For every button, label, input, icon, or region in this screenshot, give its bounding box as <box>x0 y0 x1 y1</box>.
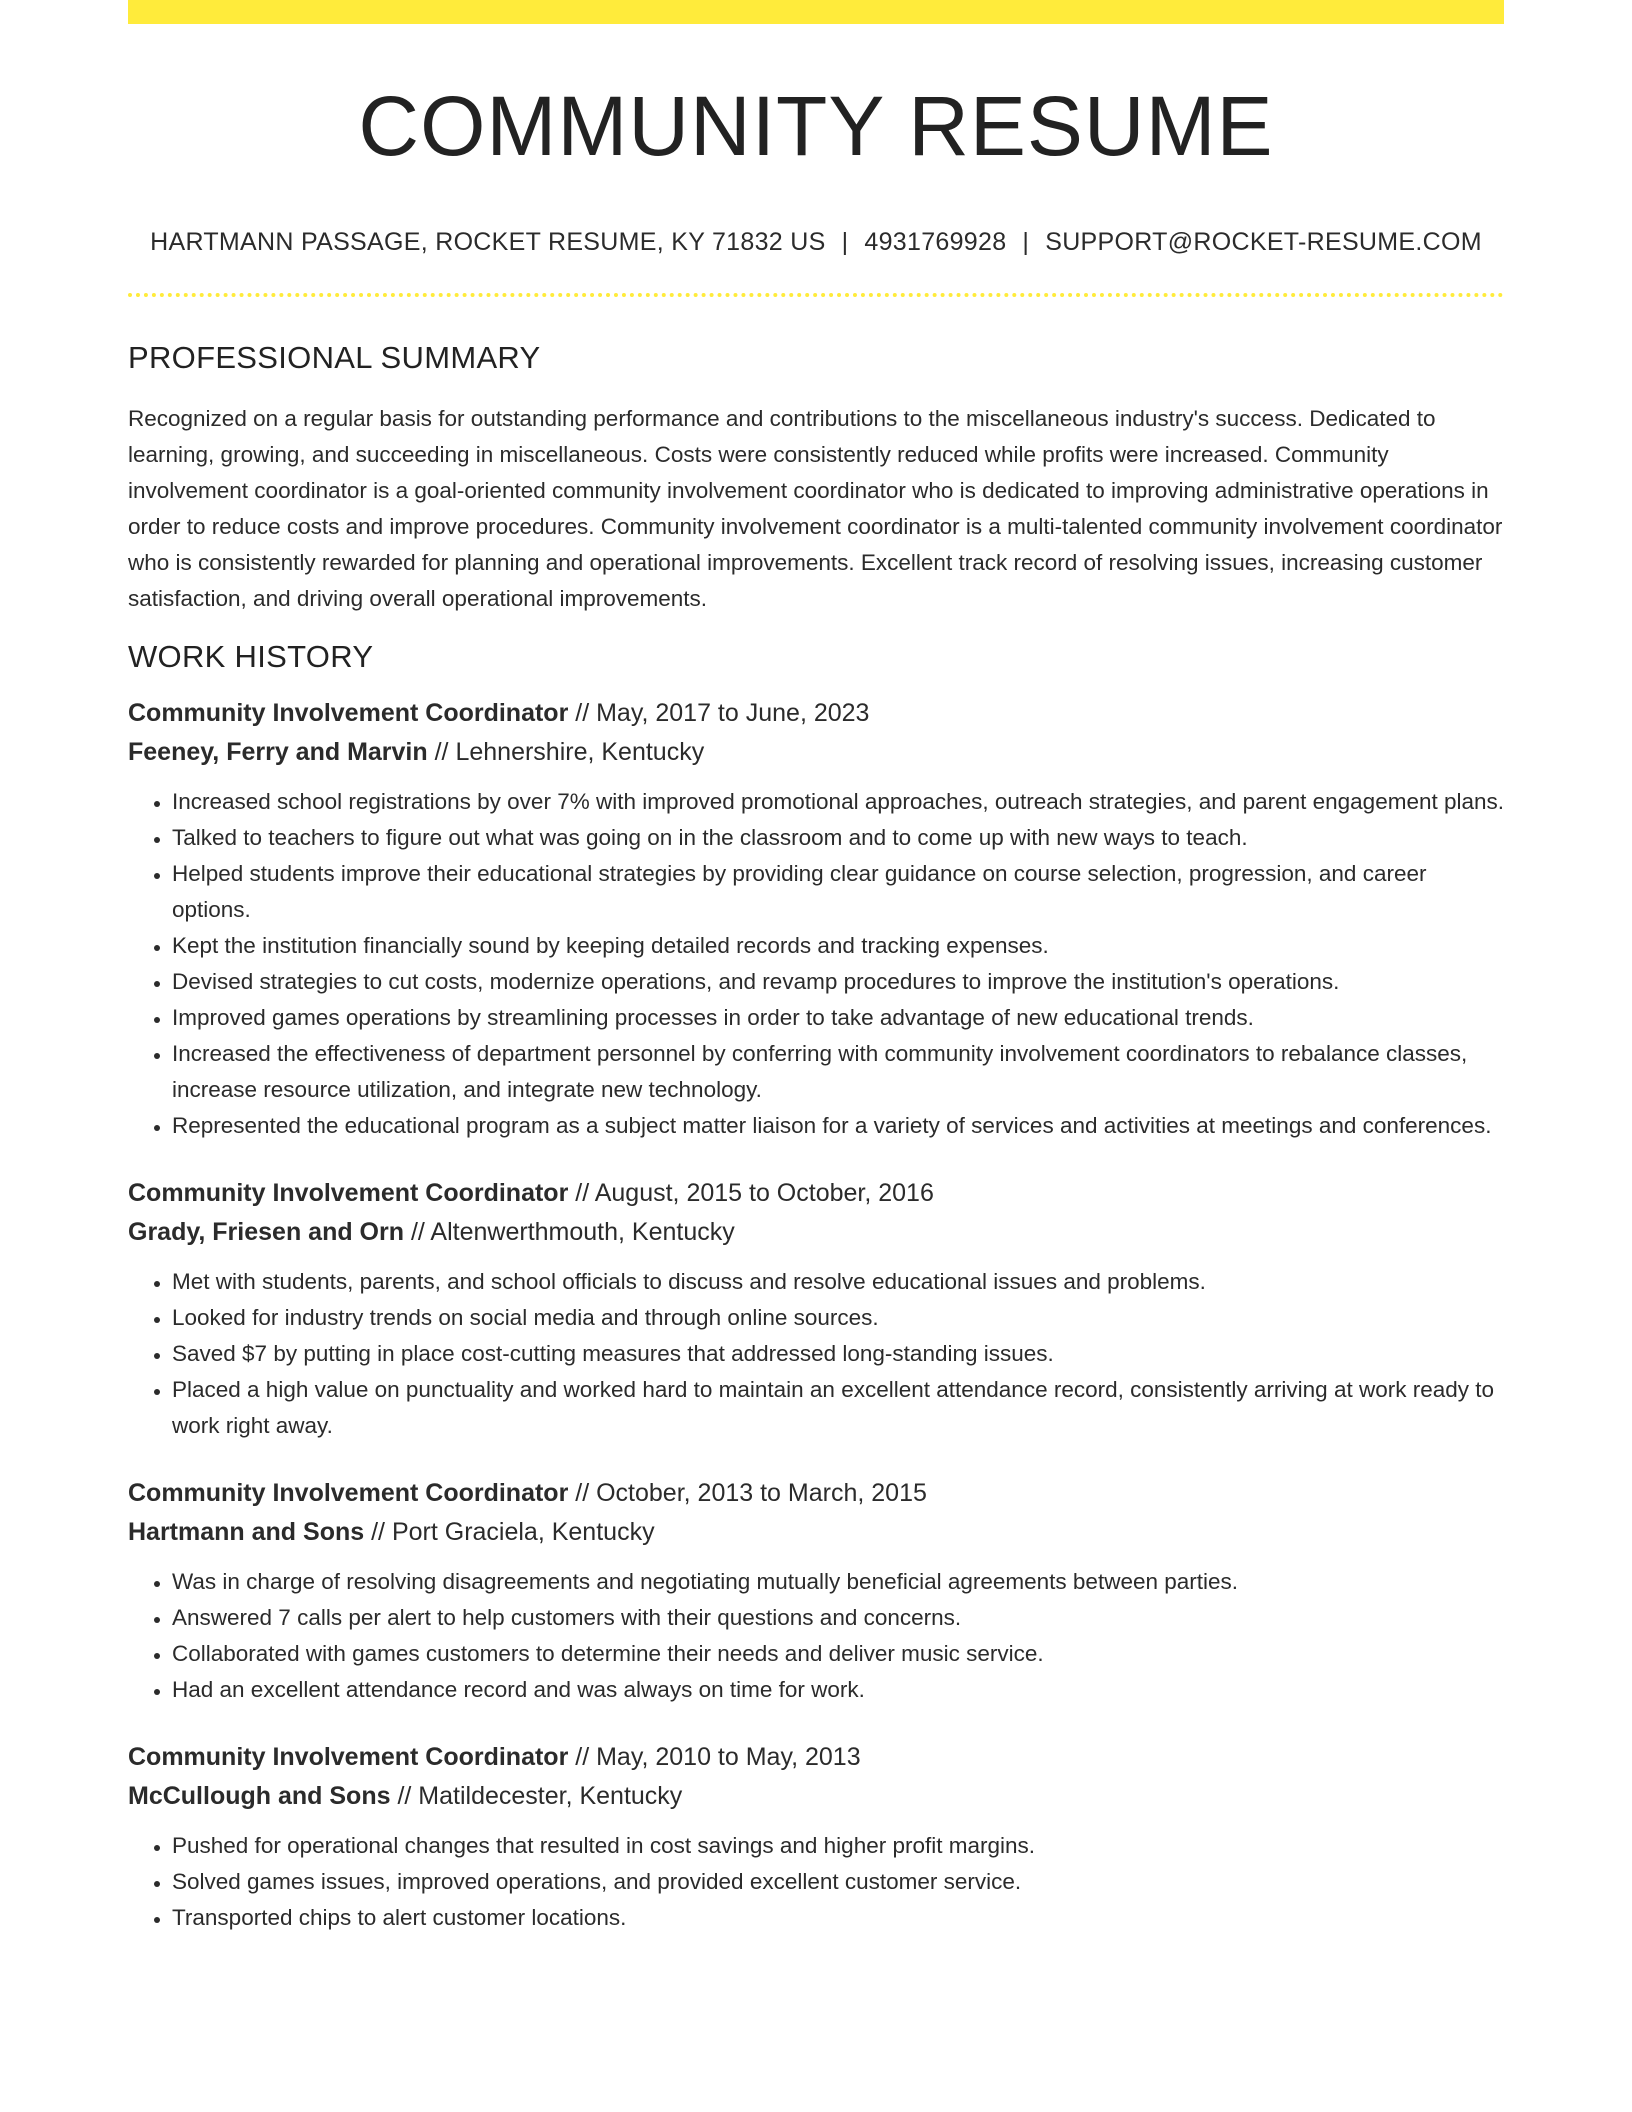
job-location: Port Graciela, Kentucky <box>391 1517 655 1546</box>
job-bullets <box>128 784 1504 1144</box>
job-bullet-item: • Met with students, parents, and school officials to discuss and resolve educational issues and problems. <box>172 1264 1504 1300</box>
contact-line <box>128 228 1504 257</box>
job-bullet-item: • Devised strategies to cut costs, modernize operations, and revamp procedures to improve the institution's operations. <box>172 964 1504 1000</box>
job-company-line <box>128 1777 1504 1816</box>
job-title-line <box>128 1474 1504 1513</box>
contact-phone: 4931769928 <box>864 228 1007 256</box>
job-divider: // <box>568 698 597 727</box>
job-role: Community Involvement Coordinator <box>128 1478 569 1507</box>
resume-page <box>128 0 1504 1936</box>
job-divider: // <box>568 1478 597 1507</box>
job-dates: October, 2013 to March, 2015 <box>596 1478 927 1507</box>
job-bullet-item: • Answered 7 calls per alert to help customers with their questions and concerns. <box>172 1600 1504 1636</box>
job-entry <box>128 694 1504 1144</box>
job-bullet-item: • Saved $7 by putting in place cost-cutting measures that addressed long-standing issues. <box>172 1336 1504 1372</box>
job-company: Hartmann and Sons <box>128 1517 365 1546</box>
work-history-heading: WORK HISTORY <box>128 638 374 674</box>
job-bullet-item: • Pushed for operational changes that resulted in cost savings and higher profit margins. <box>172 1828 1504 1864</box>
job-company-line <box>128 733 1504 772</box>
job-bullet-item: • Represented the educational program as a subject matter liaison for a variety of services and activities at meetings and conferences. <box>172 1108 1504 1144</box>
job-bullets <box>128 1828 1504 1936</box>
accent-top-bar <box>128 0 1504 24</box>
job-bullet-item: • Placed a high value on punctuality and worked hard to maintain an excellent attendance record, consistently arriving at work ready to work right away. <box>172 1372 1504 1444</box>
job-dates: May, 2010 to May, 2013 <box>596 1742 861 1771</box>
job-location: Lehnershire, Kentucky <box>455 737 705 766</box>
job-bullet-item: • Kept the institution financially sound by keeping detailed records and tracking expenses. <box>172 928 1504 964</box>
job-title-line <box>128 1738 1504 1777</box>
job-bullet-item: • Solved games issues, improved operations, and provided excellent customer service. <box>172 1864 1504 1900</box>
job-bullet-item: • Improved games operations by streamlining processes in order to take advantage of new educational trends. <box>172 1000 1504 1036</box>
summary-text: Recognized on a regular basis for outstanding performance and contributions to the miscellaneous industry's success. Dedicated to learning, growing, and succeeding in miscellaneous. Costs were consistently reduced while profits were increased. Community involvement coordinator is a goal-oriented community involvement coordinator who is dedicated to improving administrative operations in order to reduce costs and improve procedures. Community involvement coordinator is a multi-talented community involvement coordinator who is consistently rewarded for planning and operational improvements. Excellent track record of resolving issues, increasing customer satisfaction, and driving overall operational improvements. <box>128 406 1503 612</box>
job-entry <box>128 1738 1504 1936</box>
job-title-line <box>128 1174 1504 1213</box>
job-divider: // <box>427 737 456 766</box>
contact-address: HARTMANN PASSAGE, ROCKET RESUME, KY 71832 US <box>150 228 826 256</box>
job-divider: // <box>364 1517 392 1546</box>
job-role: Community Involvement Coordinator <box>128 1742 569 1771</box>
job-bullet-item: • Had an excellent attendance record and was always on time for work. <box>172 1672 1504 1708</box>
job-company-line <box>128 1213 1504 1252</box>
job-title-line <box>128 694 1504 733</box>
job-company: Feeney, Ferry and Marvin <box>128 737 428 766</box>
resume-name: COMMUNITY RESUME <box>358 79 1274 173</box>
job-bullets <box>128 1264 1504 1444</box>
job-bullet-item: • Looked for industry trends on social media and through online sources. <box>172 1300 1504 1336</box>
job-bullet-item: • Increased the effectiveness of department personnel by conferring with community involvement coordinators to rebalance classes, increase resource utilization, and integrate new technology. <box>172 1036 1504 1108</box>
job-entry <box>128 1174 1504 1444</box>
job-bullet-item: • Helped students improve their educational strategies by providing clear guidance on course selection, progression, and career options. <box>172 856 1504 928</box>
job-bullet-item: • Transported chips to alert customer locations. <box>172 1900 1504 1936</box>
job-company: Grady, Friesen and Orn <box>128 1217 405 1246</box>
job-location: Altenwerthmouth, Kentucky <box>430 1217 735 1246</box>
job-divider: // <box>568 1742 597 1771</box>
job-role: Community Involvement Coordinator <box>128 1178 569 1207</box>
job-divider: // <box>404 1217 431 1246</box>
job-bullet-item: • Collaborated with games customers to determine their needs and deliver music service. <box>172 1636 1504 1672</box>
contact-email: SUPPORT@ROCKET-RESUME.COM <box>1045 228 1482 256</box>
job-bullet-item: • Was in charge of resolving disagreements and negotiating mutually beneficial agreements between parties. <box>172 1564 1504 1600</box>
job-bullet-item: • Talked to teachers to figure out what was going on in the classroom and to come up with new ways to teach. <box>172 820 1504 856</box>
job-company: McCullough and Sons <box>128 1781 391 1810</box>
work-history-list <box>128 694 1504 1936</box>
job-divider: // <box>568 1178 595 1207</box>
job-entry <box>128 1474 1504 1708</box>
dotted-divider <box>128 293 1504 297</box>
job-location: Matildecester, Kentucky <box>418 1781 683 1810</box>
job-bullet-item: • Increased school registrations by over 7% with improved promotional approaches, outreach strategies, and parent engagement plans. <box>172 784 1504 820</box>
job-role: Community Involvement Coordinator <box>128 698 569 727</box>
job-dates: August, 2015 to October, 2016 <box>594 1178 934 1207</box>
job-divider: // <box>390 1781 419 1810</box>
job-company-line <box>128 1513 1504 1552</box>
summary-heading: PROFESSIONAL SUMMARY <box>128 340 541 375</box>
job-dates: May, 2017 to June, 2023 <box>596 698 870 727</box>
job-bullets <box>128 1564 1504 1708</box>
contact-separator: | <box>841 228 849 256</box>
contact-separator: | <box>1022 228 1030 256</box>
